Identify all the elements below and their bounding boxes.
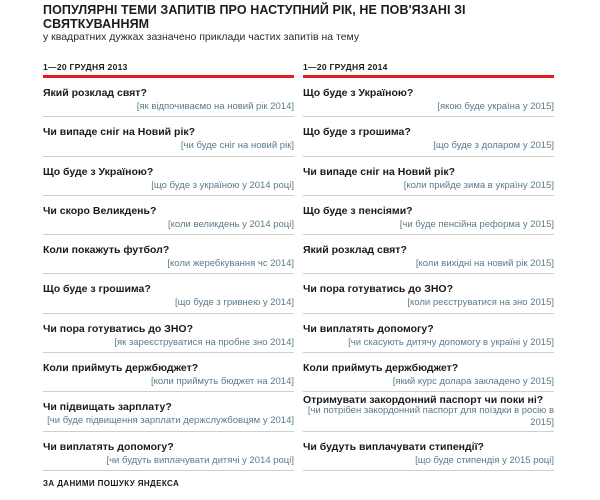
query-example: [як відпочиваємо на новий рік 2014] — [136, 101, 294, 112]
page-subtitle: у квадратних дужках зазначено приклади частих запитів на тему — [43, 31, 360, 43]
list-item — [43, 157, 294, 196]
query-example: [чи будуть виплачувати дитячі у 2014 році] — [106, 454, 294, 466]
question-text: Коли покажуть футбол? — [43, 244, 170, 257]
query-example: [який курс долара закладено у 2015] — [392, 376, 554, 388]
query-example: [якою буде україна у 2015] — [437, 101, 554, 112]
question-text: Що буде з грошима? — [303, 126, 411, 139]
list-item — [43, 314, 294, 353]
list-item — [43, 117, 294, 156]
question-text: Чи випаде сніг на Новий рік? — [303, 165, 456, 178]
question-text: Який розклад свят? — [43, 87, 147, 99]
question-text: Чи скоро Великдень? — [43, 204, 157, 217]
question-text: Чи пора готуватись до ЗНО? — [303, 283, 454, 296]
query-example: [чи буде сніг на новий рік] — [180, 140, 294, 152]
page-title: ПОПУЛЯРНІ ТЕМИ ЗАПИТІВ ПРО НАСТУПНИЙ РІК, НЕ ПОВ'ЯЗАНІ ЗІ СВЯТКУВАННЯМ — [43, 3, 466, 31]
list-item — [43, 392, 294, 431]
question-text: Коли приймуть держбюджет? — [303, 362, 459, 375]
query-example: [чи буде підвищення зарплати держслужбовцям у 2014] — [47, 415, 294, 427]
list-item — [43, 274, 294, 313]
query-example: [коли приймуть бюджет на 2014] — [151, 376, 294, 388]
question-text: Який розклад свят? — [303, 244, 407, 257]
question-text: Чи виплатять допомогу? — [303, 322, 434, 335]
query-example: [чи буде пенсійна реформа у 2015] — [399, 218, 554, 230]
list-item — [303, 392, 554, 431]
list-item — [303, 78, 554, 117]
list-item — [303, 157, 554, 196]
query-example: [коли вихідні на новий рік 2015] — [415, 258, 554, 270]
question-text: Що буде з пенсіями? — [303, 204, 413, 217]
list-item — [43, 235, 294, 274]
list-item — [303, 117, 554, 156]
question-text: Що буде з Україною? — [43, 165, 154, 178]
column-period-label: 1—20 ГРУДНЯ 2014 — [303, 62, 388, 72]
source-note: ЗА ДАНИМИ ПОШУКУ ЯНДЕКСА — [43, 479, 180, 488]
list-item — [43, 353, 294, 392]
list-item — [303, 353, 554, 392]
list-item — [43, 432, 294, 471]
question-text: Чи підвищать зарплату? — [43, 401, 172, 414]
list-item — [303, 432, 554, 471]
column-2013 — [43, 62, 294, 471]
list-item — [303, 314, 554, 353]
question-text: Що буде з Україною? — [303, 87, 414, 99]
query-example: [що буде з україною у 2014 році] — [151, 179, 294, 191]
question-text: Чи виплатять допомогу? — [43, 440, 174, 453]
query-example: [чи скасують дитячу допомогу в україні у 2015] — [348, 336, 554, 348]
question-text: Чи випаде сніг на Новий рік? — [43, 126, 196, 139]
query-example: [що буде з доларом у 2015] — [433, 140, 554, 152]
list-item — [303, 196, 554, 235]
query-example: [чи потрібен закордонний паспорт для поїздки в росію в 2015] — [307, 405, 554, 428]
question-text: Отримувати закордонний паспорт чи поки ні? — [303, 394, 544, 407]
question-text: Чи пора готуватись до ЗНО? — [43, 322, 194, 335]
list-item — [43, 78, 294, 117]
list-item — [303, 274, 554, 313]
list-item — [303, 235, 554, 274]
question-text: Що буде з грошима? — [43, 283, 151, 296]
query-example: [коли великдень у 2014 році] — [168, 218, 294, 230]
list-item — [43, 196, 294, 235]
question-text: Коли приймуть держбюджет? — [43, 362, 199, 375]
question-text: Чи будуть виплачувати стипендії? — [303, 440, 484, 453]
query-example: [коли прийде зима в україну 2015] — [403, 179, 554, 191]
query-example: [коли реєструватися на зно 2015] — [407, 297, 554, 309]
column-2014 — [303, 62, 554, 471]
column-period-label: 1—20 ГРУДНЯ 2013 — [43, 62, 128, 72]
query-example: [коли жеребкування чс 2014] — [167, 258, 294, 270]
query-example: [як зареєструватися на пробне зно 2014] — [114, 336, 294, 348]
query-example: [що буде стипендія у 2015 році] — [415, 454, 554, 466]
query-example: [що буде з гривнею у 2014] — [175, 297, 294, 309]
